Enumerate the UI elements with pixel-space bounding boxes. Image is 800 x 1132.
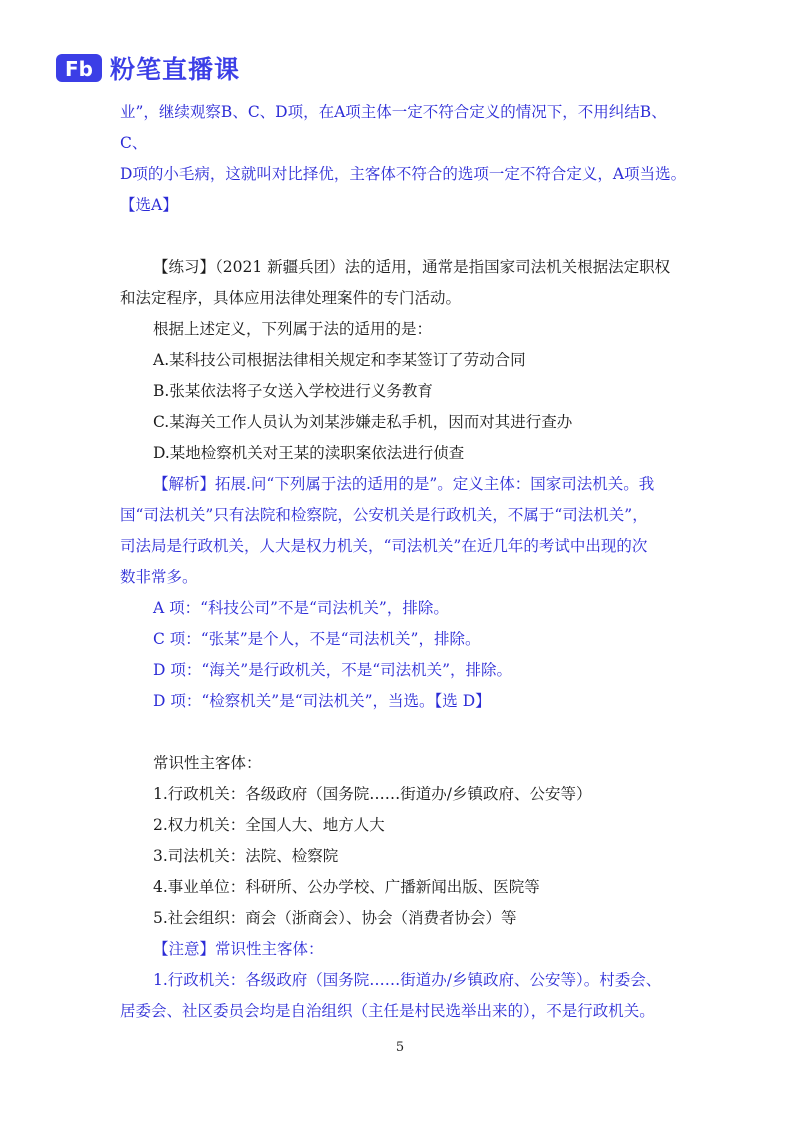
intro-line-2: D项的小毛病，这就叫对比择优，主客体不符合的选项一定不符合定义，A项当选。 [120, 165, 687, 183]
option-c: C.某海关工作人员认为刘某涉嫌走私手机，因而对其进行查办 [153, 413, 573, 431]
document-body [120, 97, 690, 1027]
fenbi-logo-icon [56, 52, 102, 84]
intro-answer: 【选A】 [120, 196, 178, 214]
exercise-question: 根据上述定义，下列属于法的适用的是： [153, 320, 433, 338]
common-item-2: 2.权力机关：全国人大、地方人大 [153, 816, 385, 834]
note-line-2: 居委会、社区委员会均是自治组织（主任是村民选举出来的），不是行政机关。 [120, 1002, 655, 1020]
common-item-5: 5.社会组织：商会（浙商会）、协会（消费者协会）等 [153, 909, 517, 927]
analysis-item-d1: D 项：“海关”是行政机关，不是“司法机关”，排除。 [153, 661, 513, 679]
common-title: 常识性主客体： [153, 754, 262, 772]
page-number: 5 [395, 1040, 405, 1055]
note-line-1: 1.行政机关：各级政府（国务院……街道办/乡镇政府、公安等）。村委会、 [153, 971, 662, 989]
option-a: A.某科技公司根据法律相关规定和李某签订了劳动合同 [153, 351, 526, 369]
common-item-4: 4.事业单位：科研所、公办学校、广播新闻出版、医院等 [153, 878, 540, 896]
analysis-line-1: 【解析】拓展.问“下列属于法的适用的是”。定义主体：国家司法机关。我 [153, 475, 655, 493]
note-title: 【注意】常识性主客体： [153, 940, 324, 958]
option-b: B.张某依法将子女送入学校进行义务教育 [153, 382, 433, 400]
analysis-line-4: 数非常多。 [120, 568, 198, 586]
header [56, 50, 240, 86]
exercise-stem-line-2: 和法定程序，具体应用法律处理案件的专门活动。 [120, 289, 462, 307]
analysis-item-d2: D 项：“检察机关”是“司法机关”，当选。【选 D】 [153, 692, 491, 710]
common-item-3: 3.司法机关：法院、检察院 [153, 847, 339, 865]
option-d: D.某地检察机关对王某的渎职案依法进行侦查 [153, 444, 465, 462]
common-item-1: 1.行政机关：各级政府（国务院……街道办/乡镇政府、公安等） [153, 785, 592, 803]
brand-title: 粉笔直播课 [110, 55, 241, 84]
analysis-line-2: 国“司法机关”只有法院和检察院，公安机关是行政机关，不属于“司法机关”， [120, 506, 648, 524]
intro-line-1: 业”，继续观察B、C、D项，在A项主体一定不符合定义的情况下，不用纠结B、C、 [120, 103, 667, 152]
logo-text: Fb [65, 57, 93, 81]
exercise-stem-line-1: 【练习】（2021 新疆兵团）法的适用，通常是指国家司法机关根据法定职权 [153, 258, 671, 276]
analysis-line-3: 司法局是行政机关，人大是权力机关，“司法机关”在近几年的考试中出现的次 [120, 537, 648, 555]
analysis-item-c: C 项：“张某”是个人，不是“司法机关”，排除。 [153, 630, 481, 648]
analysis-item-a: A 项：“科技公司”不是“司法机关”，排除。 [153, 599, 449, 617]
